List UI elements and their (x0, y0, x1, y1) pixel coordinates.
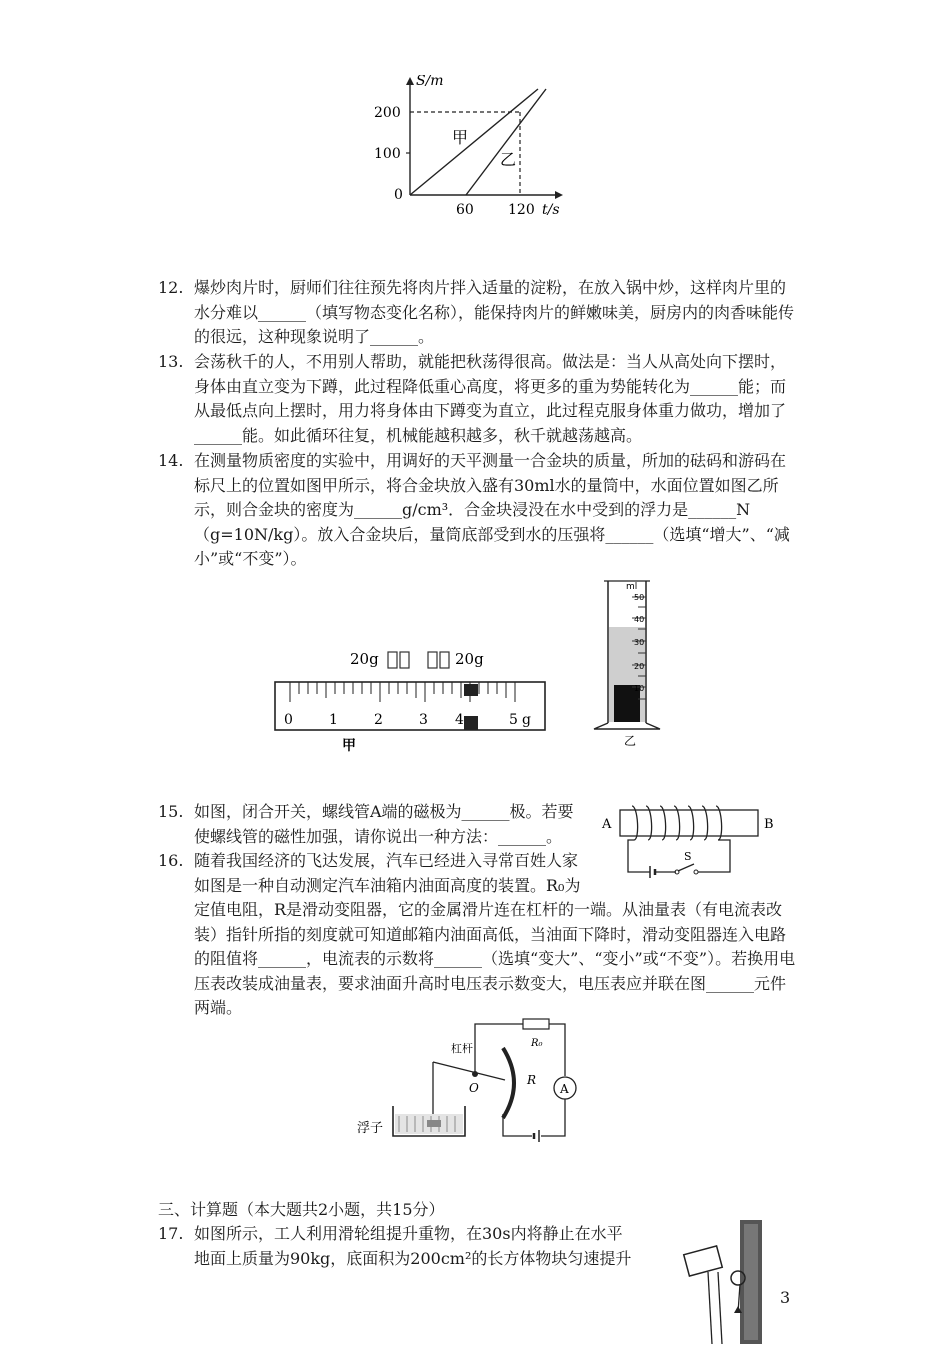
cylinder-unit: ml (626, 582, 638, 592)
question-text: 定值电阻，R是滑动变阻器，它的金属滑片连在杠杆的一端。从油量表（有电流表改装）指针所指的刻度就可知道邮箱内油面高低，当油面下降时，滑动变阻器连入电路的阻值将______，电流表的示数将______（选填“变大”、“变小”或“不变”）。若换用电压表改装成油量表，要求油面升高时电压表示数变大，电压表应并联在图______元件两端。 (194, 900, 796, 1017)
rheostat-r (503, 1048, 514, 1118)
pivot-label: O (469, 1081, 479, 1095)
oil-gauge-figure (355, 1018, 595, 1148)
label-yi: 乙 (500, 150, 517, 169)
graph-svg (370, 75, 570, 220)
weight-label-2: 20g (455, 650, 484, 668)
switch-label: S (684, 850, 692, 863)
x-tick-120: 120 (508, 202, 535, 218)
x-tick-60: 60 (456, 202, 474, 218)
y-axis-label: S/m (416, 75, 444, 89)
y-tick-0: 0 (394, 187, 403, 203)
caption-jia: 甲 (342, 738, 356, 754)
question-number: 15. (158, 802, 184, 821)
question-12 (158, 276, 798, 350)
scale-label: 2 (374, 712, 383, 728)
oilgauge-svg (355, 1018, 595, 1148)
slider-rider (464, 684, 478, 696)
page-number: 3 (780, 1288, 791, 1307)
cylinder-tick: 40 (634, 615, 645, 624)
cylinder-tick: 30 (634, 638, 645, 647)
question-number: 14. (158, 451, 184, 470)
solenoid-core (620, 810, 758, 836)
weight-icon (440, 652, 449, 668)
question-15 (158, 800, 598, 849)
scale-label: 4 (455, 712, 464, 728)
float-label: 浮子 (357, 1121, 384, 1136)
pulley-figure (680, 1218, 780, 1344)
weight-label-1: 20g (350, 650, 379, 668)
r0-label: R₀ (531, 1038, 543, 1049)
question-line: 如图是一种自动测定汽车油箱内油面高度的装置。R₀为 (194, 875, 581, 895)
pulley-block (684, 1246, 723, 1276)
distance-time-graph (370, 75, 570, 220)
question-line: 地面上质量为90kg，底面积为200cm²的长方体物块匀速提升 (194, 1248, 632, 1268)
question-number: 12. (158, 278, 184, 297)
end-a-label: A (602, 817, 612, 832)
question-text: 会荡秋千的人，不用别人帮助，就能把秋荡得很高。做法是：当人从高处向下摆时，身体由直立变为下蹲，此过程降低重心高度，将更多的重为势能转化为______能；而从最低点向上摆时，用力将身体由下蹲变为直立，此过程克服身体重力做功，增加了______能。如此循环往复，机械能越积越多，秋千就越荡越高。 (194, 352, 787, 445)
end-b-label: B (764, 817, 774, 832)
lever (433, 1062, 505, 1080)
section-heading: 三、计算题（本大题共2小题，共15分） (158, 1200, 445, 1219)
line-yi (466, 89, 546, 195)
balance-scale-figure (270, 640, 550, 755)
pulley-svg (680, 1218, 780, 1344)
cylinder-tick: 50 (634, 593, 645, 602)
weight-icon (388, 652, 397, 668)
weight-icon (400, 652, 409, 668)
question-text: 在测量物质密度的实验中，用调好的天平测量一合金块的质量，所加的砝码和游码在标尺上的位置如图甲所示，将合金块放入盛有30ml水的量筒中，水面位置如图乙所示，则合金块的密度为______g/cm³．合金块浸没在水中受到的浮力是______N（g=10N/kg）。放入合金块后，量筒底部受到水的压强将______（选填“增大”、“减小”或“不变”）。 (194, 451, 790, 568)
cylinder-svg (588, 577, 678, 749)
y-tick-200: 200 (374, 105, 401, 121)
question-13 (158, 350, 798, 448)
r-label: R (527, 1073, 537, 1087)
y-tick-100: 100 (374, 146, 401, 162)
float-icon (427, 1120, 441, 1127)
weight-icon (428, 652, 437, 668)
question-text: 爆炒肉片时，厨师们往往预先将肉片拌入适量的淀粉，在放入锅中炒，这样肉片里的水分难以______（填写物态变化名称），能保持肉片的鲜嫩味美，厨房内的肉香味能传的很远，这种现象说明了______。 (194, 278, 795, 346)
caption-yi: 乙 (624, 734, 637, 748)
cylinder-tick: 20 (634, 662, 645, 671)
question-number: 16. (158, 851, 184, 870)
question-16 (158, 849, 798, 1021)
line-jia (410, 89, 538, 195)
slider-rider (464, 716, 478, 730)
scale-label: 0 (284, 712, 293, 728)
scale-unit: g (522, 712, 531, 728)
lever-label: 杠杆 (451, 1042, 473, 1055)
ammeter-label: A (560, 1082, 569, 1096)
question-line: 随着我国经济的飞达发展，汽车已经进入寻常百姓人家 (194, 851, 579, 870)
question-line: 如图所示，工人利用滑轮组提升重物，在30s内将静止在水平 (194, 1224, 623, 1243)
question-17 (158, 1222, 658, 1271)
graduated-cylinder-figure (588, 577, 678, 749)
cylinder-tick: 10 (634, 684, 645, 693)
x-axis-label: t/s (542, 202, 560, 218)
question-line: 使螺线管的磁性加强，请你说出一种方法：______。 (194, 826, 563, 846)
label-jia: 甲 (452, 128, 469, 147)
question-14 (158, 449, 798, 572)
scale-label: 1 (329, 712, 338, 728)
scale-label: 5 (509, 712, 518, 728)
resistor-r0 (523, 1019, 549, 1029)
scale-bar (275, 682, 545, 730)
question-line: 如图，闭合开关，螺线管A端的磁极为______极。若要 (194, 802, 574, 821)
question-number: 13. (158, 352, 184, 371)
question-number: 17. (158, 1224, 184, 1243)
balance-svg (270, 640, 550, 755)
scale-label: 3 (419, 712, 428, 728)
